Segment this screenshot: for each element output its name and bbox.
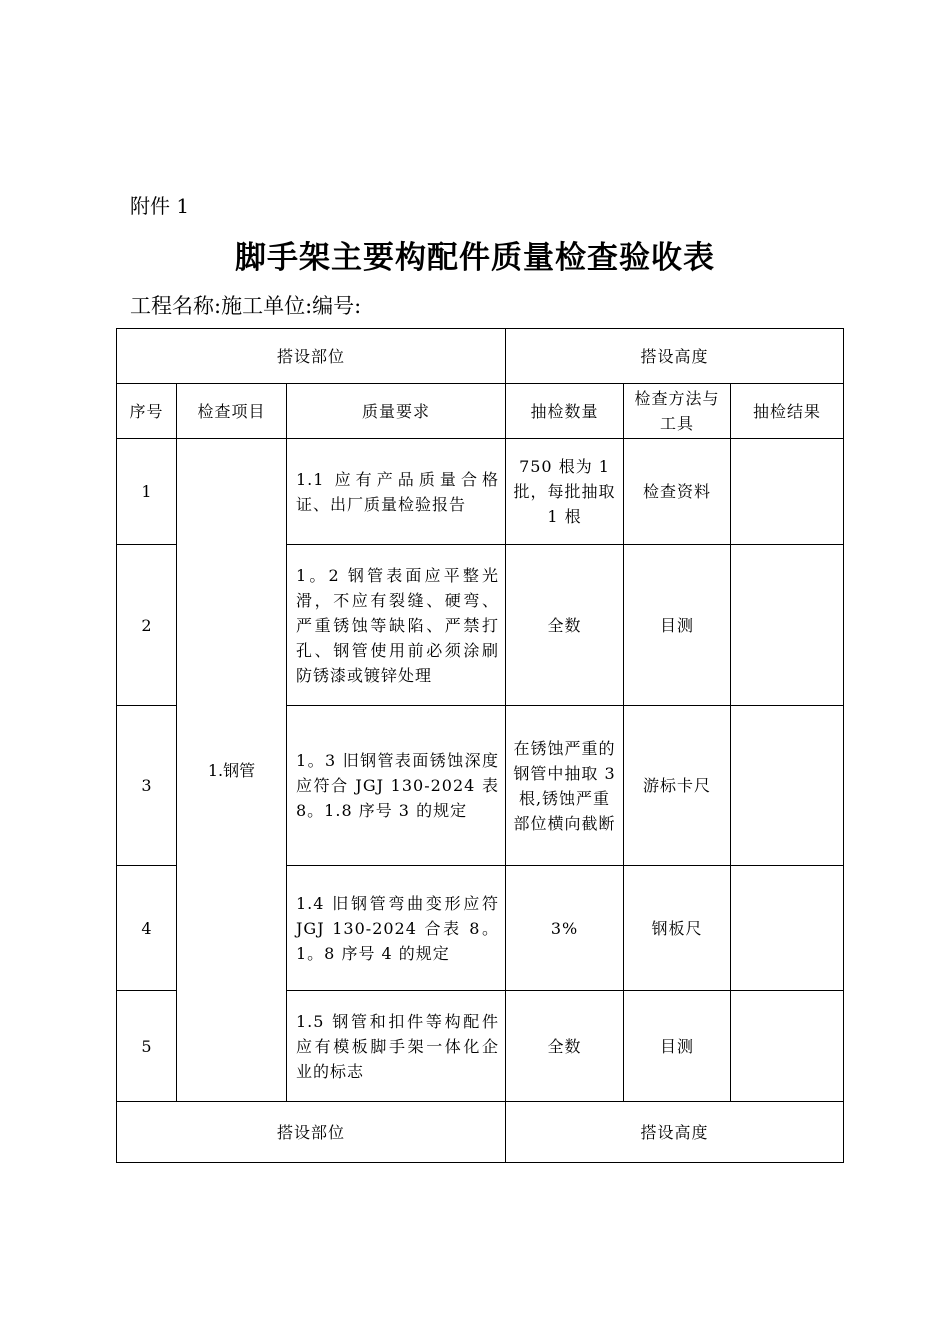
result-cell: [731, 439, 844, 545]
attachment-label: 附件 1: [130, 194, 190, 218]
row-number: 1: [117, 439, 177, 545]
header-item: 检查项目: [177, 384, 287, 439]
requirement-cell: 1。2 钢管表面应平整光滑，不应有裂缝、硬弯、严重锈蚀等缺陷、严禁打孔、钢管使用前必须涂刷防锈漆或镀锌处理: [287, 545, 506, 706]
method-cell: 目测: [624, 545, 731, 706]
document-title: 脚手架主要构配件质量检查验收表: [235, 240, 715, 276]
result-cell: [731, 706, 844, 866]
row-number: 3: [117, 706, 177, 866]
quantity-cell: 在锈蚀严重的钢管中抽取 3 根,锈蚀严重部位横向截断: [506, 706, 624, 866]
method-cell: 检查资料: [624, 439, 731, 545]
quantity-cell: 全数: [506, 545, 624, 706]
method-cell: 钢板尺: [624, 866, 731, 991]
method-cell: 游标卡尺: [624, 706, 731, 866]
quantity-cell: 全数: [506, 991, 624, 1102]
requirement-cell: 1。3 旧钢管表面锈蚀深度应符合 JGJ 130-2024 表 8。1.8 序号 3 的规定: [287, 706, 506, 866]
requirement-cell: 1.1 应有产品质量合格证、出厂质量检验报告: [287, 439, 506, 545]
requirement-cell: 1.4 旧钢管弯曲变形应符 JGJ 130-2024 合表 8。1。8 序号 4 的规定: [287, 866, 506, 991]
result-cell: [731, 866, 844, 991]
table-top-row: [117, 329, 844, 384]
setup-location-label: 搭设部位: [117, 1102, 506, 1163]
project-info-line: 工程名称:施工单位:编号:: [130, 294, 362, 318]
quantity-cell: 750 根为 1 批，每批抽取 1 根: [506, 439, 624, 545]
setup-height-label: 搭设高度: [506, 1102, 844, 1163]
result-cell: [731, 545, 844, 706]
row-number: 4: [117, 866, 177, 991]
header-quantity: 抽检数量: [506, 384, 624, 439]
result-cell: [731, 991, 844, 1102]
table-row: [117, 439, 844, 545]
quantity-cell: 3%: [506, 866, 624, 991]
row-number: 2: [117, 545, 177, 706]
category-cell: 1.钢管: [177, 439, 287, 1102]
inspection-table: [116, 328, 844, 1163]
setup-height-label: 搭设高度: [506, 329, 844, 384]
header-no: 序号: [117, 384, 177, 439]
table-bottom-row: [117, 1102, 844, 1163]
header-requirement: 质量要求: [287, 384, 506, 439]
table-header-row: [117, 384, 844, 439]
requirement-cell: 1.5 钢管和扣件等构配件应有模板脚手架一体化企业的标志: [287, 991, 506, 1102]
header-method: 检查方法与工具: [624, 384, 731, 439]
method-cell: 目测: [624, 991, 731, 1102]
header-result: 抽检结果: [731, 384, 844, 439]
row-number: 5: [117, 991, 177, 1102]
setup-location-label: 搭设部位: [117, 329, 506, 384]
